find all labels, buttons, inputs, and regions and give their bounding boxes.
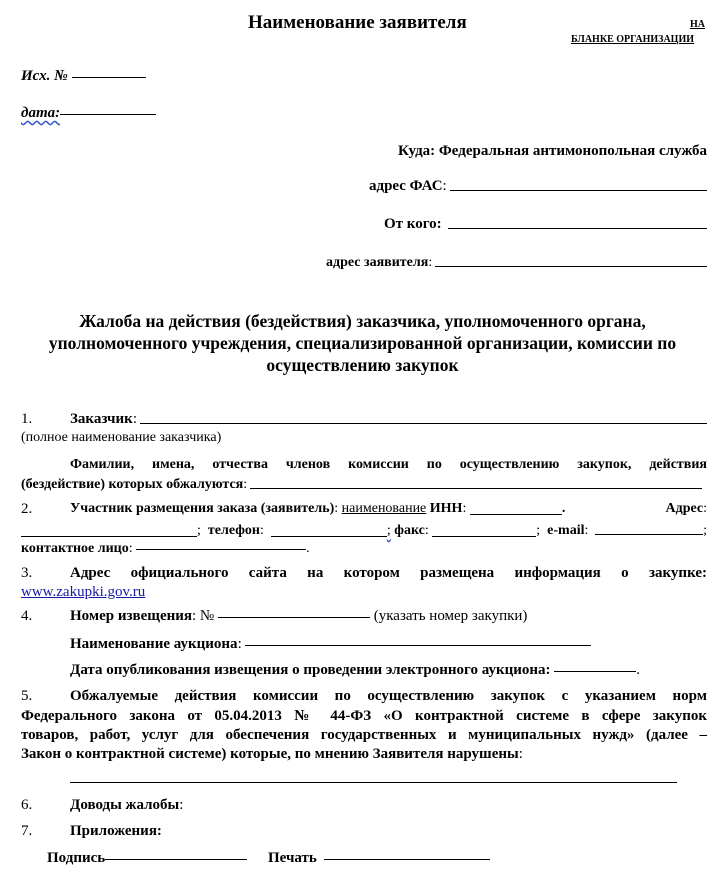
auction-name-field: Наименование аукциона: [70,636,591,653]
item-7-number: 7. [21,823,33,839]
from-field [384,216,707,233]
inn-label: ИНН [429,501,463,516]
date-blank[interactable] [60,114,156,115]
participant-line2: ; телефон : ; факс : ; e-mail : ; [21,523,707,539]
commission-members-line1: Фамилии, имена, отчества членов комиссии по осуществлению закупок, действия [70,457,707,472]
doc-title-line1: Жалоба на действия (бездействия) заказчика, уполномоченного органа, [79,311,646,331]
auction-name-label: Наименование аукциона [70,636,238,652]
customer-blank[interactable] [140,423,707,424]
applicant-address-field: адрес заявителя : [326,255,707,271]
doc-title-line2: уполномоченного учреждения, специализированной организации, комиссии по [48,333,677,353]
appeal-actions-line1: Обжалуемые действия комиссии по осуществлению закупок с указанием норм [70,688,707,704]
item-6-number: 6. [21,797,33,813]
contact-person-blank[interactable] [136,549,306,550]
complaint-arguments-label: Доводы жалобы [70,797,180,813]
letterhead-note-line1: НА [690,19,705,30]
commission-members-label: (бездействие) которых обжалуются [21,477,244,492]
customer-hint: (полное наименование заказчика) [21,430,222,445]
complaint-arguments-field: Доводы жалобы: [70,797,184,813]
appeal-actions-line4: Закон о контрактной системе) которые, по мнению Заявителя нарушены: [21,746,523,762]
auction-name-blank[interactable] [245,645,591,646]
appeal-actions-line3: товаров, работ, услуг для обеспечения государственных и муниципальных нужд» (далее – [21,727,707,743]
applicant-address-blank[interactable] [435,266,707,267]
phone-label: телефон [207,523,260,538]
contact-person-label: контактное лицо [21,541,129,556]
appeal-actions-blank[interactable] [70,782,677,783]
customer-field: Заказчик : [70,411,707,428]
applicant-address-label: адрес заявителя [326,255,429,270]
inn-blank[interactable] [470,514,562,515]
ref-number-blank[interactable] [72,77,146,78]
from-label: От кого: [384,216,442,232]
customer-label: Заказчик [70,411,133,427]
from-blank[interactable] [448,228,707,229]
date-field [21,105,156,122]
fas-address-blank[interactable] [450,190,707,191]
item-5-number: 5. [21,688,33,704]
notice-number-field: Номер извещения: № (указать номер закупки) [70,608,528,624]
item-3-number: 3. [21,565,33,581]
seal-blank[interactable] [324,859,490,860]
email-blank[interactable] [595,534,703,535]
participant-name-label: наименование [341,501,427,516]
fas-address-label: адрес ФАС [369,178,443,194]
official-site-link[interactable]: www.zakupki.gov.ru [21,584,146,600]
email-label: e-mail [547,523,585,538]
fas-address-field: адрес ФАС : [369,178,707,195]
publication-date-field: Дата опубликования извещения о проведении электронного аукциона: . [70,662,641,678]
official-site-text: Адрес официального сайта на котором размещена информация о закупке: [70,565,707,581]
signature-blank[interactable] [105,859,247,860]
number-sign: № [199,608,215,624]
ref-number-label: Исх. № [21,68,72,84]
contact-person-field: контактное лицо: . [21,541,310,556]
notice-number-hint: (указать номер закупки) [373,608,528,624]
appeal-actions-line4-text: Закон о контрактной системе) которые, по мнению Заявителя нарушены [21,746,519,762]
address-blank[interactable] [21,536,197,537]
signature-label: Подпись [47,850,106,866]
notice-number-label: Номер извещения [70,608,192,624]
notice-number-blank[interactable] [218,617,370,618]
letterhead-note-line2: БЛАНКЕ ОРГАНИЗАЦИИ [571,34,695,45]
signature-field [47,850,247,867]
address-label: Адрес [665,501,704,516]
attachments-label: Приложения: [70,823,162,839]
phone-blank[interactable] [271,536,387,537]
appeal-actions-line2: Федерального закона от 05.04.2013 № 44-ФЗ «О контрактной системе в сфере закупок [21,708,707,724]
item-1-number: 1. [21,411,33,427]
publication-date-label: Дата опубликования извещения о проведении электронного аукциона: [70,662,551,678]
publication-date-blank[interactable] [554,671,636,672]
commission-members-line2: (бездействие) которых обжалуются : [21,477,702,493]
participant-line1: Участник размещения заказа (заявитель) : наименование ИНН : . Адрес : [70,501,707,516]
participant-label: Участник размещения заказа (заявитель) [70,501,335,516]
commission-members-blank[interactable] [250,488,702,489]
ref-number-field [21,68,146,85]
date-label: дата: [21,105,61,121]
fax-blank[interactable] [432,536,536,537]
doc-title-line3: осуществлению закупок [266,355,459,375]
seal-label: Печать [268,850,317,866]
item-2-number: 2. [21,501,33,517]
fax-label: факс [394,523,425,538]
recipient-line: Куда: Федеральная антимонопольная служба [398,143,707,159]
seal-field [268,850,490,867]
item-4-number: 4. [21,608,33,624]
applicant-name-heading: Наименование заявителя [248,12,467,33]
